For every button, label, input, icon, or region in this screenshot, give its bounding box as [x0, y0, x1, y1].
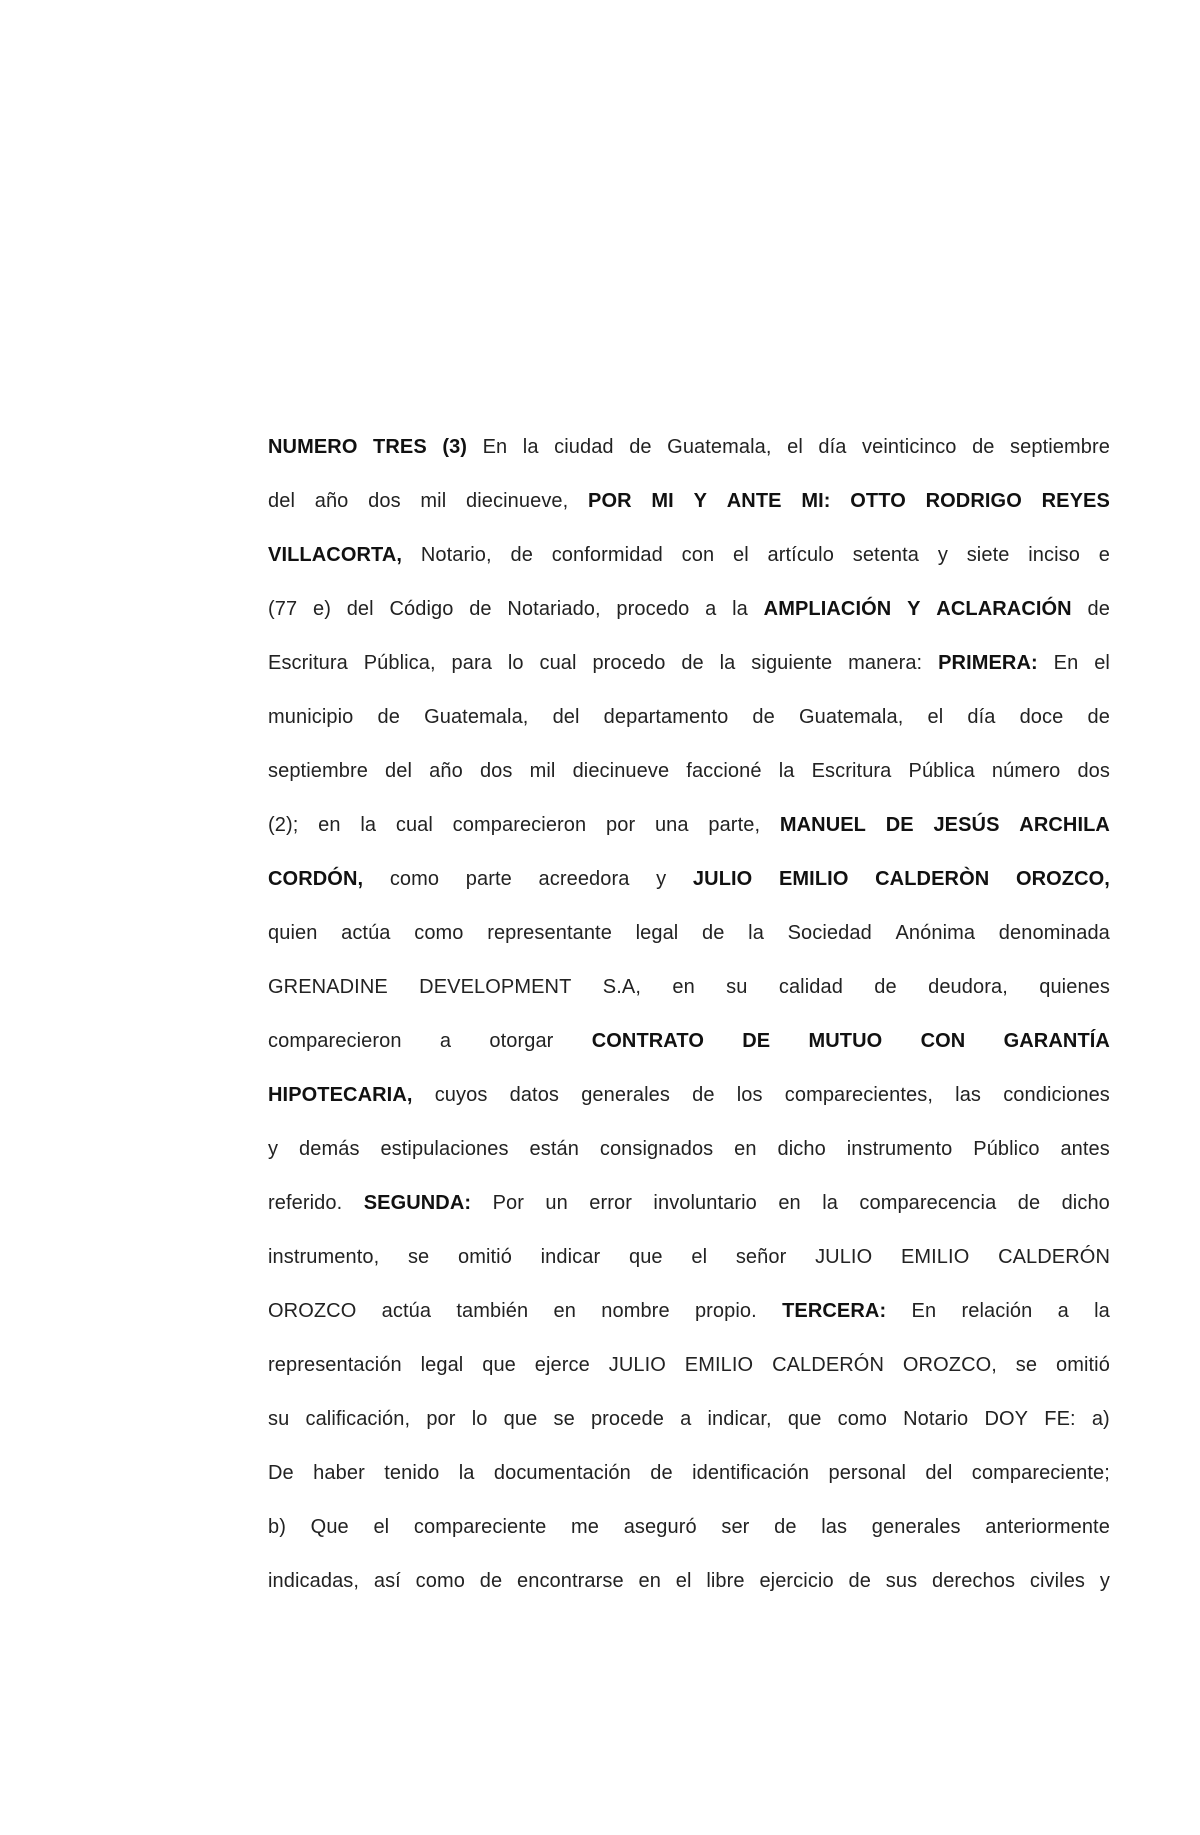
word: manera:: [848, 652, 923, 674]
word: en: [318, 814, 341, 836]
word: la: [732, 598, 748, 620]
text-line: [268, 1289, 1110, 1343]
word: de: [510, 544, 533, 566]
bold-word: PRIMERA:: [938, 652, 1038, 674]
word: procede: [590, 1408, 664, 1430]
word: representación: [268, 1354, 402, 1376]
word: dicho: [1061, 1192, 1110, 1214]
word: que: [482, 1354, 516, 1376]
text-line: [268, 1019, 1110, 1073]
word: de: [972, 436, 995, 458]
word: de: [752, 706, 775, 728]
word: mil: [529, 760, 556, 782]
word: generales: [871, 1516, 961, 1538]
word: número: [991, 760, 1061, 782]
word: de: [692, 1084, 715, 1106]
word: las: [821, 1516, 848, 1538]
text-line: [268, 965, 1110, 1019]
word: de: [469, 598, 492, 620]
word: también: [456, 1300, 529, 1322]
word: cual: [395, 814, 433, 836]
word: de: [848, 1570, 871, 1592]
word: la: [719, 652, 736, 674]
word: sus: [885, 1570, 918, 1592]
bold-word: Y: [907, 598, 921, 620]
bold-word: RODRIGO: [925, 490, 1022, 512]
bold-word: GARANTÍA: [1003, 1030, 1110, 1052]
word: Pública: [908, 760, 975, 782]
word: dos: [479, 760, 513, 782]
word: conformidad: [551, 544, 663, 566]
word: Pública,: [363, 652, 436, 674]
word: la: [1094, 1300, 1110, 1322]
bold-word: VILLACORTA,: [268, 544, 403, 566]
word: involuntario: [653, 1192, 757, 1214]
word: Código: [389, 598, 454, 620]
word: cuyos: [434, 1084, 488, 1106]
word: En: [1053, 652, 1079, 674]
word: están: [529, 1138, 579, 1160]
bold-word: CALDERÒN: [875, 868, 990, 890]
word: por: [426, 1408, 456, 1430]
word: indicadas,: [268, 1570, 360, 1592]
bold-word: (3): [442, 436, 468, 458]
word: Notariado,: [507, 598, 601, 620]
word: el: [373, 1516, 390, 1538]
word: lo: [507, 652, 524, 674]
word: EMILIO: [900, 1246, 970, 1268]
word: siguiente: [751, 652, 833, 674]
word: la: [778, 760, 795, 782]
word: Escritura: [811, 760, 892, 782]
word: consignados: [599, 1138, 714, 1160]
word: calidad: [778, 976, 843, 998]
word: con: [681, 544, 715, 566]
word: aseguró: [623, 1516, 697, 1538]
text-line: [268, 641, 1110, 695]
word: acreedora: [538, 868, 630, 890]
word: el: [927, 706, 944, 728]
word: y: [268, 1138, 279, 1160]
word: e): [312, 598, 331, 620]
word: mil: [420, 490, 447, 512]
word: el: [1094, 652, 1110, 674]
word: CALDERÓN: [772, 1354, 885, 1376]
word: deudora,: [928, 976, 1008, 998]
bold-word: AMPLIACIÓN: [763, 598, 892, 620]
bold-word: MANUEL: [779, 814, 866, 836]
word: año: [314, 490, 349, 512]
word: de: [479, 1570, 503, 1592]
word: Anónima: [895, 922, 976, 944]
word: antes: [1060, 1138, 1110, 1160]
word: como: [389, 868, 440, 890]
word: tenido: [384, 1462, 440, 1484]
word: septiembre: [1010, 436, 1110, 458]
word: su: [268, 1408, 290, 1430]
word: así: [373, 1570, 401, 1592]
word: como: [415, 1570, 465, 1592]
text-line: [268, 1235, 1110, 1289]
bold-word: CORDÓN,: [268, 868, 364, 890]
word: De: [268, 1462, 294, 1484]
word: identificación: [692, 1462, 810, 1484]
word: Guatemala,: [798, 706, 904, 728]
word: indicar: [540, 1246, 601, 1268]
word: de: [377, 706, 400, 728]
word: municipio: [268, 706, 354, 728]
word: instrumento: [846, 1138, 953, 1160]
bold-word: TERCERA:: [782, 1300, 887, 1322]
word: parte,: [708, 814, 761, 836]
word: CALDERÓN: [998, 1246, 1110, 1268]
word: a: [439, 1030, 452, 1052]
word: del: [346, 598, 374, 620]
word: relación: [961, 1300, 1033, 1322]
word: Guatemala,: [424, 706, 529, 728]
bold-word: ACLARACIÓN: [936, 598, 1072, 620]
word: ejerce: [534, 1354, 590, 1376]
word: otorgar: [489, 1030, 554, 1052]
word: el: [732, 544, 749, 566]
word: siete: [966, 544, 1010, 566]
word: ejercicio: [759, 1570, 834, 1592]
word: omitió: [1056, 1354, 1110, 1376]
word: señor: [735, 1246, 787, 1268]
word: se: [407, 1246, 430, 1268]
word: como: [414, 922, 464, 944]
word: setenta: [852, 544, 920, 566]
text-line: [268, 695, 1110, 749]
word: personal: [828, 1462, 907, 1484]
word: un: [545, 1192, 568, 1214]
word: Por: [492, 1192, 525, 1214]
text-line: [268, 911, 1110, 965]
text-line: [268, 1343, 1110, 1397]
word: en: [638, 1570, 661, 1592]
word: DEVELOPMENT: [419, 976, 572, 998]
word: la: [458, 1462, 475, 1484]
word: las: [955, 1084, 982, 1106]
word: del: [552, 706, 580, 728]
bold-word: MI: [651, 490, 674, 512]
text-line: [268, 1073, 1110, 1127]
word: libre: [706, 1570, 745, 1592]
word: departamento: [603, 706, 729, 728]
word: de: [1087, 598, 1110, 620]
text-line: [268, 1559, 1110, 1613]
word: me: [571, 1516, 600, 1538]
word: condiciones: [1003, 1084, 1110, 1106]
word: en: [778, 1192, 801, 1214]
word: en: [672, 976, 695, 998]
word: comparecieron: [452, 814, 587, 836]
word: como: [837, 1408, 887, 1430]
word: legal: [420, 1354, 464, 1376]
word: actúa: [341, 922, 391, 944]
word: legal: [635, 922, 679, 944]
word: representante: [487, 922, 612, 944]
word: de: [681, 652, 704, 674]
bold-word: EMILIO: [778, 868, 849, 890]
text-line: [268, 1397, 1110, 1451]
bold-word: ANTE: [726, 490, 782, 512]
text-line: [268, 1127, 1110, 1181]
word: para: [451, 652, 492, 674]
bold-word: ARCHILA: [1019, 814, 1110, 836]
word: el: [675, 1570, 692, 1592]
word: de: [650, 1462, 673, 1484]
bold-word: DE: [742, 1030, 771, 1052]
word: a: [705, 598, 717, 620]
text-line: [268, 1505, 1110, 1559]
word: FE:: [1044, 1408, 1076, 1430]
word: la: [748, 922, 764, 944]
word: En: [911, 1300, 937, 1322]
word: Guatemala,: [667, 436, 772, 458]
bold-word: OTTO: [850, 490, 906, 512]
word: OROZCO,: [902, 1354, 997, 1376]
word: y: [656, 868, 667, 890]
word: la: [360, 814, 377, 836]
word: el: [691, 1246, 708, 1268]
word: que: [787, 1408, 822, 1430]
word: y: [1099, 1570, 1110, 1592]
word: de: [629, 436, 652, 458]
word: día: [967, 706, 996, 728]
word: actúa: [381, 1300, 432, 1322]
word: haber: [313, 1462, 365, 1484]
word: propio.: [694, 1300, 757, 1322]
word: datos: [509, 1084, 560, 1106]
word: faccioné: [686, 760, 762, 782]
word: procedo: [616, 598, 690, 620]
word: en: [553, 1300, 576, 1322]
word: calificación,: [305, 1408, 411, 1430]
word: e: [1098, 544, 1110, 566]
bold-word: CONTRATO: [591, 1030, 704, 1052]
word: ser: [721, 1516, 750, 1538]
word: omitió: [457, 1246, 512, 1268]
word: documentación: [493, 1462, 631, 1484]
text-line: [268, 479, 1110, 533]
word: civiles: [1029, 1570, 1086, 1592]
word: estipulaciones: [380, 1138, 509, 1160]
text-line: [268, 587, 1110, 641]
word: ciudad: [554, 436, 614, 458]
word: la: [822, 1192, 838, 1214]
word: a: [680, 1408, 692, 1430]
word: b): [268, 1516, 286, 1538]
word: denominada: [998, 922, 1110, 944]
word: y: [937, 544, 948, 566]
word: generales: [581, 1084, 670, 1106]
word: (77: [268, 598, 298, 620]
word: GRENADINE: [268, 976, 388, 998]
word: el: [787, 436, 803, 458]
word: artículo: [767, 544, 834, 566]
bold-word: Y: [693, 490, 708, 512]
word: a: [1057, 1300, 1069, 1322]
word: la: [522, 436, 539, 458]
bold-word: MI:: [801, 490, 831, 512]
bold-word: POR: [588, 490, 632, 512]
word: quienes: [1039, 976, 1110, 998]
word: de: [702, 922, 725, 944]
text-line: [268, 533, 1110, 587]
word: comparecientes,: [784, 1084, 933, 1106]
word: en: [734, 1138, 757, 1160]
bold-word: MUTUO: [808, 1030, 883, 1052]
word: lo: [471, 1408, 488, 1430]
word: indicar,: [707, 1408, 772, 1430]
word: encontrarse: [517, 1570, 624, 1592]
word: de: [1017, 1192, 1041, 1214]
word: doce: [1019, 706, 1064, 728]
word: se: [1015, 1354, 1038, 1376]
word: septiembre: [268, 760, 368, 782]
word: una: [654, 814, 689, 836]
word: los: [736, 1084, 763, 1106]
word: de: [1087, 706, 1110, 728]
word: compareciente: [413, 1516, 547, 1538]
word: EMILIO: [684, 1354, 754, 1376]
bold-word: SEGUNDA:: [363, 1192, 472, 1214]
word: OROZCO: [268, 1300, 357, 1322]
bold-word: HIPOTECARIA,: [268, 1084, 413, 1106]
word: dos: [1077, 760, 1110, 782]
word: quien: [268, 922, 318, 944]
word: En: [482, 436, 508, 458]
bold-word: REYES: [1041, 490, 1110, 512]
text-line: [268, 425, 1110, 479]
word: Escritura: [268, 652, 348, 674]
text-line: [268, 803, 1110, 857]
word: demás: [299, 1138, 360, 1160]
deed-text-block: [268, 425, 1110, 1613]
word: a): [1091, 1408, 1110, 1430]
word: error: [589, 1192, 633, 1214]
word: JULIO: [815, 1246, 873, 1268]
word: su: [726, 976, 748, 998]
word: S.A,: [602, 976, 641, 998]
word: Notario: [903, 1408, 969, 1430]
word: anteriormente: [985, 1516, 1110, 1538]
word: parte: [465, 868, 512, 890]
word: día: [818, 436, 847, 458]
word: dicho: [777, 1138, 826, 1160]
word: Que: [310, 1516, 349, 1538]
word: diecinueve: [572, 760, 670, 782]
word: año: [429, 760, 463, 782]
text-line: [268, 1451, 1110, 1505]
word: compareciente;: [971, 1462, 1110, 1484]
word: nombre: [601, 1300, 670, 1322]
bold-word: OROZCO,: [1015, 868, 1110, 890]
bold-word: DE: [885, 814, 914, 836]
bold-word: JESÚS: [933, 814, 1000, 836]
word: Notario,: [420, 544, 492, 566]
word: veinticinco: [862, 436, 957, 458]
word: derechos: [931, 1570, 1016, 1592]
word: instrumento,: [268, 1246, 380, 1268]
word: (2);: [268, 814, 299, 836]
word: del: [925, 1462, 953, 1484]
bold-word: JULIO: [692, 868, 753, 890]
word: DOY: [984, 1408, 1029, 1430]
word: que: [503, 1408, 538, 1430]
word: por: [606, 814, 636, 836]
bold-word: NUMERO: [268, 436, 358, 458]
word: cual: [539, 652, 577, 674]
text-line: [268, 749, 1110, 803]
word: se: [553, 1408, 575, 1430]
word: de: [874, 976, 897, 998]
bold-word: TRES: [373, 436, 427, 458]
word: de: [774, 1516, 797, 1538]
word: comparecieron: [268, 1030, 402, 1052]
word: que: [628, 1246, 663, 1268]
word: del: [268, 490, 295, 512]
word: del: [385, 760, 413, 782]
text-line: [268, 1181, 1110, 1235]
word: referido.: [268, 1192, 343, 1214]
word: diecinueve,: [466, 490, 569, 512]
word: Sociedad: [787, 922, 872, 944]
word: JULIO: [608, 1354, 666, 1376]
bold-word: CON: [920, 1030, 966, 1052]
word: procedo: [592, 652, 666, 674]
word: Público: [973, 1138, 1040, 1160]
word: inciso: [1028, 544, 1080, 566]
word: dos: [368, 490, 401, 512]
word: comparecencia: [859, 1192, 997, 1214]
text-line: [268, 857, 1110, 911]
